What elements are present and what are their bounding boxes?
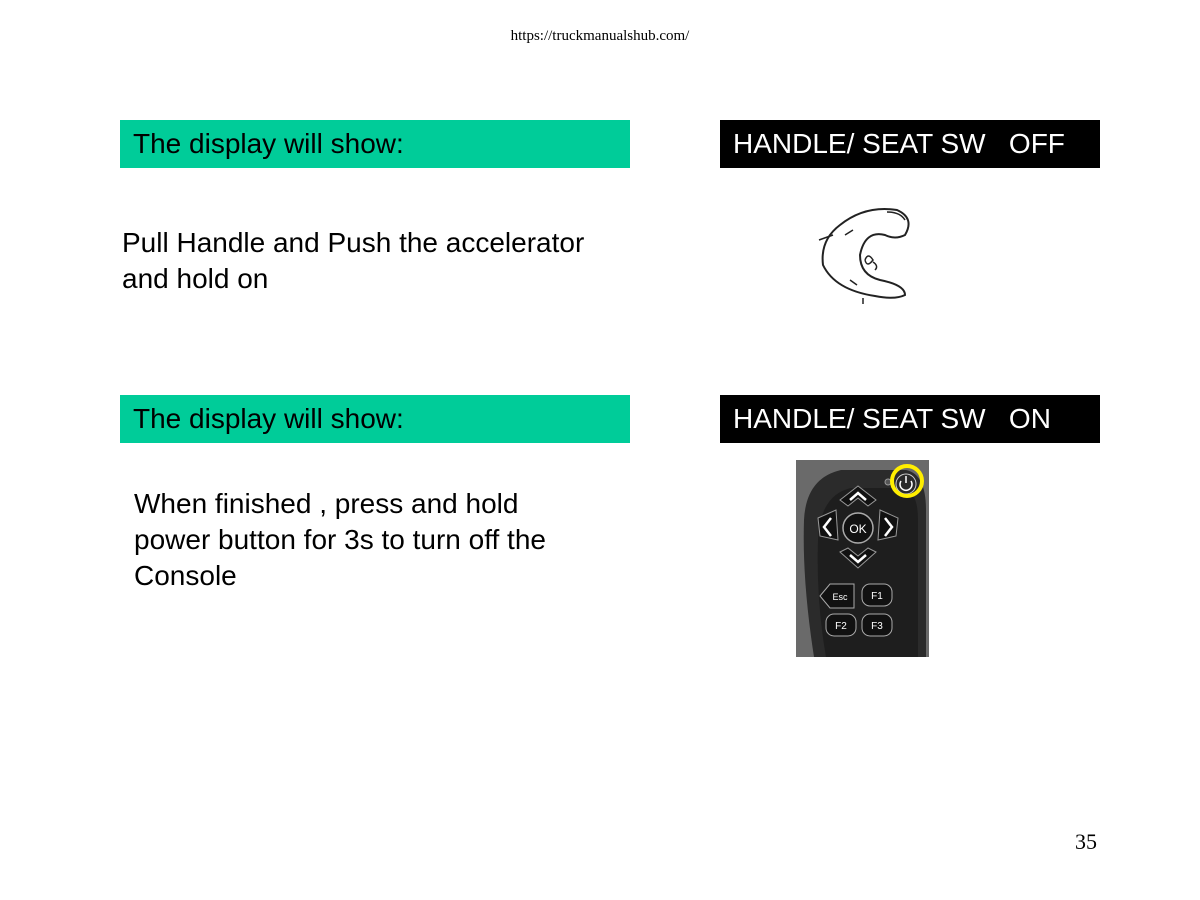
f2-label: F2 <box>835 621 847 632</box>
display-readout-on: HANDLE/ SEAT SW ON <box>720 395 1100 443</box>
f1-button <box>862 584 892 606</box>
instruction-2-line-3: Console <box>134 560 237 591</box>
instruction-1-line-2: and hold on <box>122 263 269 294</box>
esc-label: Esc <box>832 592 848 602</box>
instruction-1-line-1: Pull Handle and Push the accelerator <box>122 227 585 258</box>
page-number: 35 <box>1075 829 1097 854</box>
display-label-2: The display will show: <box>120 395 630 443</box>
ok-button <box>843 513 873 543</box>
handle-grip-illustration <box>805 200 925 310</box>
ok-label: OK <box>849 522 867 536</box>
f2-button <box>826 614 856 636</box>
display-label-1: The display will show: <box>120 120 630 168</box>
display-readout-off: HANDLE/ SEAT SW OFF <box>720 120 1100 168</box>
source-url: https://truckmanualshub.com/ <box>510 28 690 44</box>
f1-label: F1 <box>871 591 883 602</box>
f3-button <box>862 614 892 636</box>
console-keypad-photo <box>796 460 929 657</box>
instruction-2-line-1: When finished , press and hold <box>134 488 519 519</box>
power-button <box>896 474 916 494</box>
instruction-2-line-2: power button for 3s to turn off the <box>134 524 546 555</box>
instruction-2 <box>134 486 546 594</box>
instruction-1 <box>122 225 584 297</box>
f3-label: F3 <box>871 621 883 632</box>
